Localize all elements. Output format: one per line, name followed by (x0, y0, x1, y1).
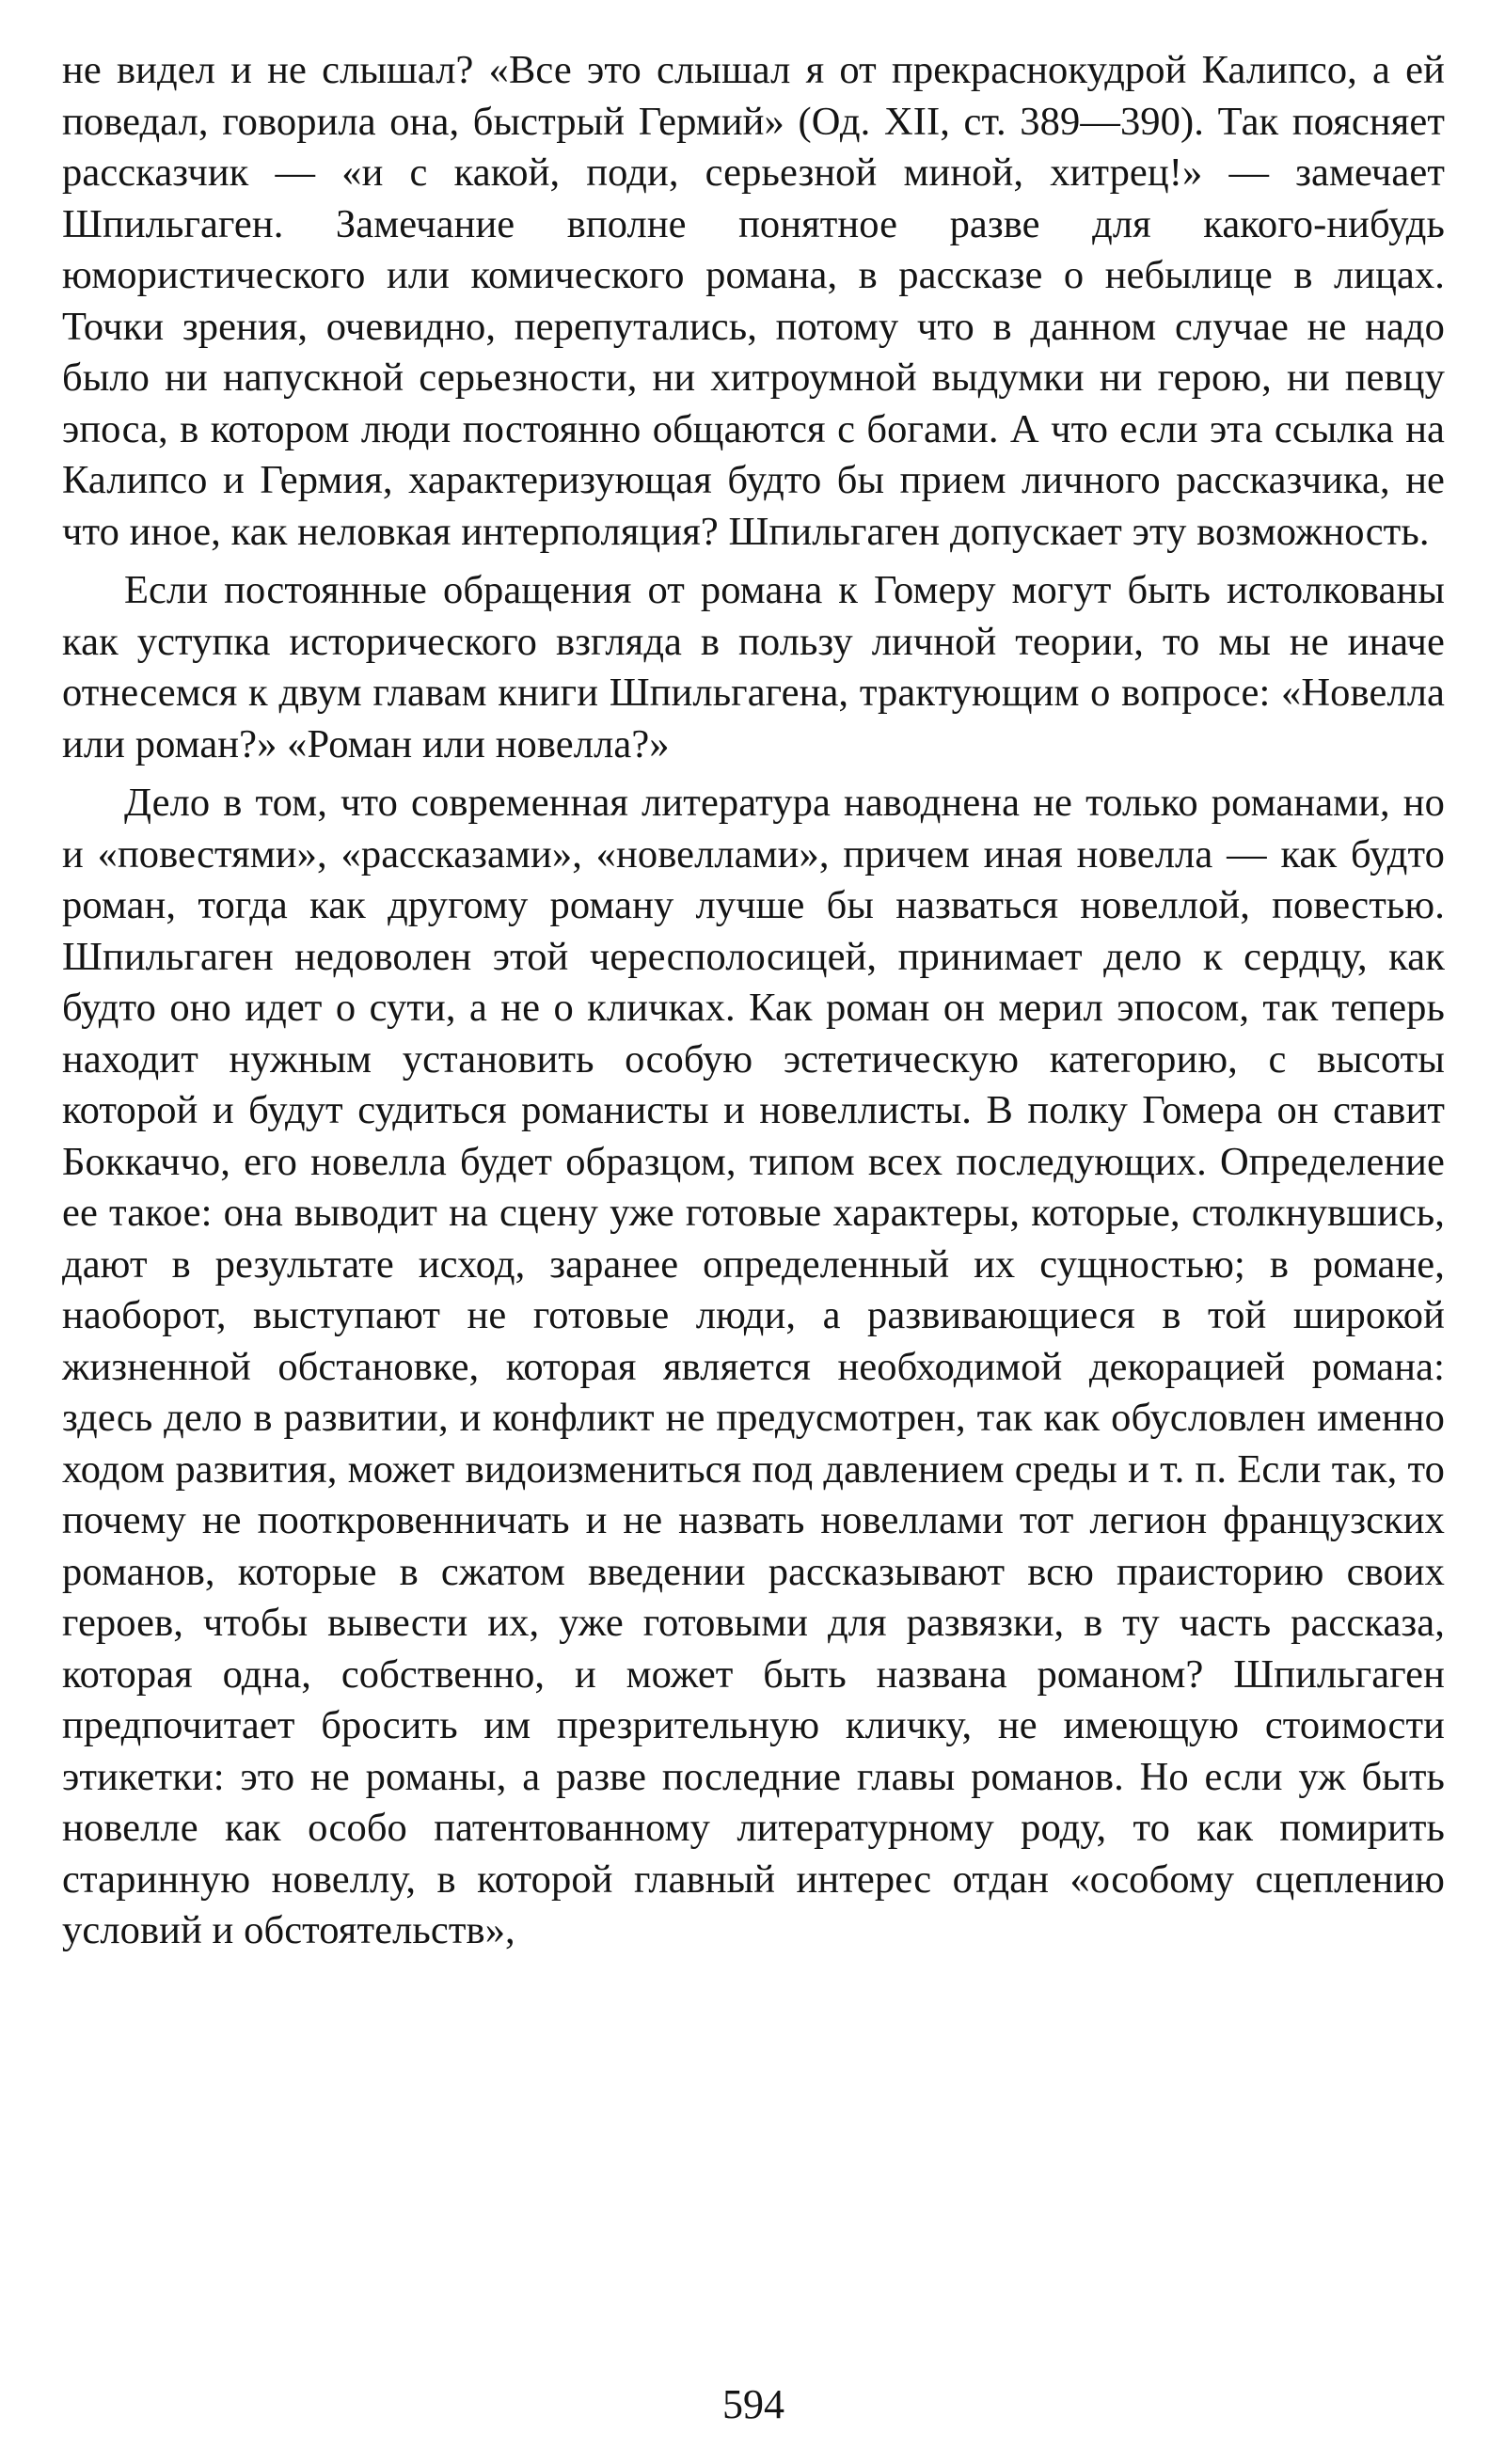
page-body-text (62, 45, 1445, 1957)
book-page (62, 45, 1445, 2427)
paragraph: Дело в том, что современная литература наводнена не только романами, но и «повестями», «рассказами», «новеллами», причем иная новелла — как будто роман, тогда как другому роману лучше бы назваться новеллой, повестью. Шпильгаген недоволен этой чересполосицей, принимает дело к сердцу, как будто оно идет о сути, а не о кличках. Как роман он мерил эпосом, так теперь находит нужным установить особую эстетическую категорию, с высоты которой и будут судиться романисты и новеллисты. В полку Гомера он ставит Боккаччо, его новелла будет образцом, типом всех последующих. Определение ее такое: она выводит на сцену уже готовые характеры, которые, столкнувшись, дают в результате исход, заранее определенный их сущностью; в романе, наоборот, выступают не готовые люди, а развивающиеся в той широкой жизненной обстановке, которая является необходимой декорацией романа: здесь дело в развитии, и конфликт не предусмотрен, так как обусловлен именно ходом развития, может видоизмениться под давлением среды и т. п. Если так, то почему не пооткровенничать и не назвать новеллами тот легион французских романов, которые в сжатом введении рассказывают всю праисторию своих героев, чтобы вывести их, уже готовыми для развязки, в ту часть рассказа, которая одна, собственно, и может быть названа романом? Шпильгаген предпочитает бросить им презрительную кличку, не имеющую стоимости этикетки: это не романы, а разве последние главы романов. Но если уж быть новелле как особо патентованному литературному роду, то как помирить старинную новеллу, в которой главный интерес отдан «особому сцеплению условий и обстоятельств», (62, 781, 1445, 1952)
page-number: 594 (722, 2381, 784, 2427)
paragraph: Если постоянные обращения от романа к Гомеру могут быть истолкованы как уступка исторического взгляда в пользу личной теории, то мы не иначе отнесемся к двум главам книги Шпильгагена, трактующим о вопросе: «Новелла или роман?» «Роман или новелла?» (62, 568, 1445, 766)
paragraph-continued: не видел и не слышал? «Все это слышал я от прекраснокудрой Калипсо, а ей поведал, говорила она, быстрый Гермий» (Од. XII, ст. 389—390). Так поясняет рассказчик — «и с какой, поди, серьезной миной, хитрец!» — замечает Шпильгаген. Замечание вполне понятное разве для какого-нибудь юмористического или комического романа, в рассказе о небылице в лицах. Точки зрения, очевидно, перепутались, потому что в данном случае не надо было ни напускной серьезности, ни хитроумной выдумки ни герою, ни певцу эпоса, в котором люди постоянно общаются с богами. А что если эта ссылка на Калипсо и Гермия, характеризующая будто бы прием личного рассказчика, не что иное, как неловкая интерполяция? Шпильгаген допускает эту возможность. (62, 48, 1445, 554)
